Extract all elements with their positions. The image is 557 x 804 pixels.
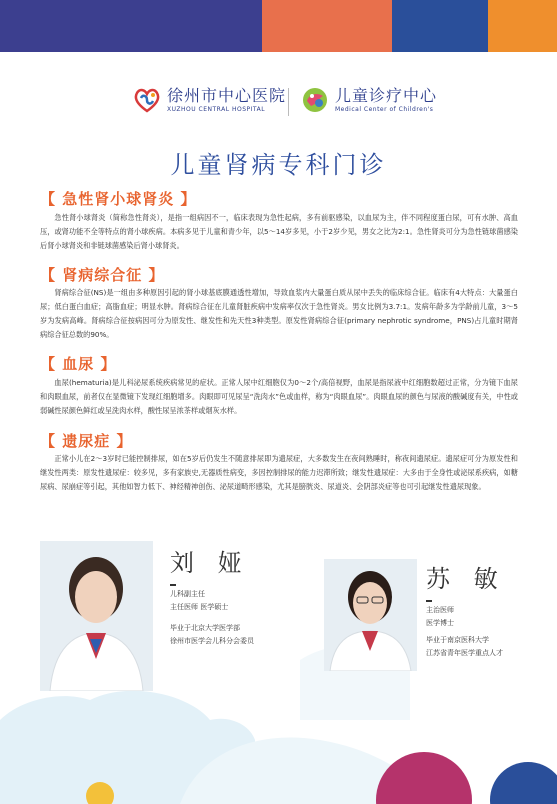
doctor-photo-liu-ya [40, 541, 153, 691]
heart-logo-icon [133, 86, 161, 114]
doctor-title: 儿科副主任 [170, 590, 205, 598]
hospital-logo [133, 86, 286, 114]
doctor-name-su-min: 苏 敏 [426, 565, 506, 593]
doctor-education: 毕业于南京医科大学 [426, 636, 489, 644]
hospital-name-en: XUZHOU CENTRAL HOSPITAL [167, 105, 266, 113]
doctor-education: 毕业于北京大学医学部 [170, 624, 240, 632]
section-heading-hematuria: 【 血尿 】 [40, 355, 117, 373]
center-name-en: Medical Center of Children's [335, 105, 434, 113]
hospital-name-cn: 徐州市中心医院 [167, 85, 287, 105]
doctor-name-underline-2 [426, 600, 432, 602]
center-logo [301, 86, 437, 114]
doctor-name-underline [170, 584, 176, 586]
logo-row [0, 86, 557, 122]
doctor-portrait-2 [324, 559, 417, 671]
doctor-name-liu-ya: 刘 娅 [170, 549, 250, 577]
doctor-info-su-min [426, 604, 454, 630]
top-band-coral [262, 0, 392, 52]
top-band-orange [488, 0, 557, 52]
section-heading-acute-nephritis: 【 急性肾小球肾炎 】 [40, 190, 197, 208]
children-center-logo-icon [301, 86, 329, 114]
doctor-bio-su-min [426, 634, 503, 660]
section-text-nephrotic-syndrome: 肾病综合征(NS)是一组由多种原因引起的肾小球基底膜通透性增加，导致血浆内大量蛋白质从尿中丢失的临床综合征。临床有4大特点：大量蛋白尿；低白蛋白血症；高脂血症；明显水肿。肾病综合征在儿童肾脏疾病中发病率仅次于急性肾炎。男女比例为3.7:1。发病年龄多为学龄前儿童，3～5岁为发病高峰。肾病综合征按病因可分为原发性、继发性和先天性3种类型。原发性肾病综合征(primary nephrotic syndrome，PNS)占儿童时期肾病综合征总数的90%。 [40, 288, 518, 339]
doctor-portrait-1 [40, 541, 153, 691]
doctor-photo-su-min [324, 559, 417, 671]
doctor-rank: 医学博士 [426, 619, 454, 627]
doctor-rank: 主任医师 医学硕士 [170, 603, 229, 611]
top-band-navy [0, 0, 262, 52]
doctor-title: 主治医师 [426, 606, 454, 614]
section-text-enuresis: 正常小儿在2～3岁时已能控制排尿，如在5岁后仍发生不随意排尿即为遗尿症，大多数发生在夜间熟睡时，称夜间遗尿症。遗尿症可分为原发性和继发性两类：原发性遗尿症：较多见，多有家族史,无器质性病变，多因控制排尿的能力迟滞所致；继发性遗尿症：大多由于全身性或泌尿系疾病，如糖尿病、尿崩症等引起，其他如智力低下、神经精神创伤、泌尿道畸形感染，尤其是膀胱炎、尿道炎、会阴部炎症等也可引起继发性遗尿现象。 [40, 454, 518, 491]
logo-divider [288, 88, 289, 116]
doctor-bio-liu-ya [170, 622, 254, 648]
section-text-hematuria: 血尿(hematuria)是儿科泌尿系统疾病常见的症状。正常人尿中红细胞仅为0～2个/高倍视野，血尿是指尿液中红细胞数超过正常，分为镜下血尿和肉眼血尿，前者仅在显微镜下发现红细胞增多。肉眼即可见尿呈“洗肉水”色或血样，称为“肉眼血尿”。肉眼血尿的颜色与尿液的酸碱度有关，中性或弱碱性尿颜色鲜红或呈洗肉水样，酸性尿呈浓茶样或烟灰水样。 [40, 378, 518, 415]
doctor-info-liu-ya [170, 588, 228, 614]
section-text-acute-nephritis: 急性肾小球肾炎（简称急性肾炎），是指一组病因不一，临床表现为急性起病，多有前驱感染，以血尿为主，伴不同程度蛋白尿，可有水肿、高血压，或肾功能不全等特点的肾小球疾病。本病多见于儿童和青少年，以5～14岁多见，小于2岁少见，男女之比为2:1。急性肾炎可分为急性链球菌感染后肾小球肾炎和非链球菌感染后肾小球肾炎。 [40, 213, 518, 250]
doctor-organization: 徐州市医学会儿科分会委员 [170, 637, 254, 645]
center-name-cn: 儿童诊疗中心 [335, 85, 438, 105]
section-heading-enuresis: 【 遗尿症 】 [40, 432, 133, 450]
top-band-blue [392, 0, 488, 52]
page-title: 儿童肾病专科门诊 [170, 151, 387, 179]
doctor-organization: 江苏省青年医学重点人才 [426, 649, 503, 657]
section-heading-nephrotic-syndrome: 【 肾病综合征 】 [40, 266, 165, 284]
